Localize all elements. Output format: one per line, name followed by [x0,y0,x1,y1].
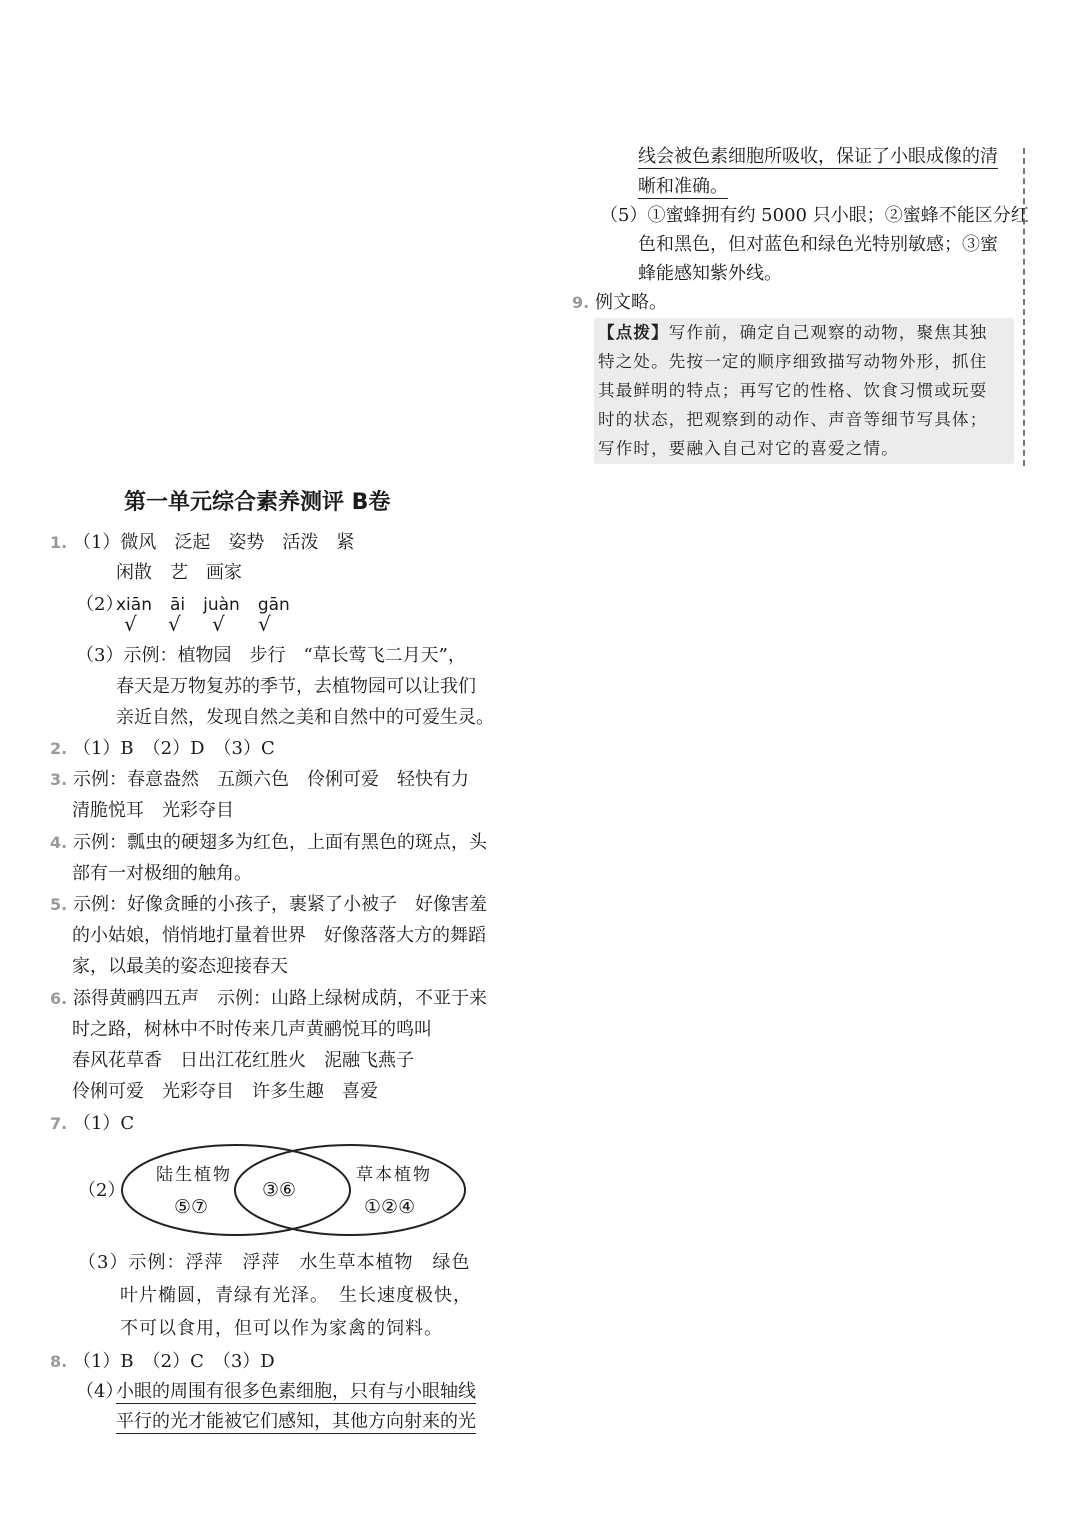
answer-8-5-line-3: 蜂能感知紫外线。 [638,263,782,284]
answer-7-part-1: 7. （1）C [50,1113,135,1134]
answer-8-part-4-line-2: 平行的光才能被它们感知，其他方向射来的光 [116,1411,476,1432]
tip-box [594,318,1014,464]
tip-label: 【点拨】 [598,323,669,342]
pinyin-3: juàn [203,595,240,615]
tip-line-1: 【点拨】写作前，确定自己观察的动物，聚焦其独 [598,323,988,342]
check-mark-2: √ [168,612,181,636]
tip-line-3: 其最鲜明的特点；再写它的性格、饮食习惯或玩耍 [598,381,988,400]
answer-8-5-line-1: （5）①蜜蜂拥有约 5000 只小眼；②蜜蜂不能区分红 [600,205,1029,226]
pinyin-2: āi [169,595,186,615]
venn-overlap-items: ③⑥ [262,1179,297,1201]
answer-2: 2. （1）B （2）D （3）C [50,738,275,759]
answer-continuation-line-1: 线会被色素细胞所吸收，保证了小眼成像的清 [638,146,998,167]
check-mark-3: √ [212,612,225,636]
answer-1-part-3-line-3: 亲近自然，发现自然之美和自然中的可爱生灵。 [116,707,494,728]
answer-6-line-1: 6. 添得黄鹂四五声 示例：山路上绿树成荫，不亚于来 [50,988,487,1009]
check-mark-4: √ [258,612,271,636]
pinyin-4: gān [257,595,290,615]
answer-5-line-2: 的小姑娘，悄悄地打量着世界 好像落落大方的舞蹈 [72,925,486,946]
answer-4-line-2: 部有一对极细的触角。 [72,863,252,884]
answer-1-part-3-line-2: 春天是万物复苏的季节，去植物园可以让我们 [116,676,476,697]
venn-left-items: ⑤⑦ [174,1196,209,1218]
answer-1-part-1: 1. （1）微风 泛起 姿势 活泼 紧 [50,532,355,553]
answer-9: 9. 例文略。 [572,292,667,313]
answer-8-part-4-label: （4） [76,1381,124,1402]
answer-1-part-1-cont: 闲散 艺 画家 [116,562,242,583]
answer-4-line-1: 4. 示例：瓢虫的硬翅多为红色，上面有黑色的斑点，头 [50,832,487,853]
answer-7-part-3-line-2: 叶片椭圆，青绿有光泽。 生长速度极快， [120,1285,472,1306]
check-mark-1: √ [124,612,137,636]
answer-8-part-1: 8. （1）B （2）C （3）D [50,1351,275,1372]
column-divider-dashed [1023,148,1025,466]
tip-line-5: 写作时，要融入自己对它的喜爱之情。 [598,439,899,458]
page-title: 第一单元综合素养测评 B卷 [124,490,391,515]
answer-5-line-1: 5. 示例：好像贪睡的小孩子，裹紧了小被子 好像害羞 [50,894,487,915]
answer-continuation-line-2: 晰和准确。 [638,176,728,197]
answer-3-line-1: 3. 示例：春意盎然 五颜六色 伶俐可爱 轻快有力 [50,769,469,790]
answer-6-line-3: 春风花草香 日出江花红胜火 泥融飞燕子 [72,1050,414,1071]
answer-3-line-2: 清脆悦耳 光彩夺目 [72,800,234,821]
pinyin-1: xiān [116,595,152,615]
answer-7-part-3-line-3: 不可以食用，但可以作为家禽的饲料。 [120,1318,443,1339]
answer-1-part-3-line-1: （3）示例：植物园 步行 “草长莺飞二月天”， [76,645,466,666]
answer-7-part-3-line-1: （3）示例：浮萍 浮萍 水生草本植物 绿色 [78,1252,471,1273]
tip-line-2: 特之处。先按一定的顺序细致描写动物外形，抓住 [598,352,988,371]
answer-1-part-2-label: （2） [76,594,124,615]
answer-8-5-line-2: 色和黑色，但对蓝色和绿色光特别敏感；③蜜 [638,234,998,255]
tip-line-4: 时的状态，把观察到的动作、声音等细节写具体； [598,410,988,429]
answer-6-line-4: 伶俐可爱 光彩夺目 许多生趣 喜爱 [72,1081,378,1102]
venn-right-title: 草本植物 [356,1165,432,1185]
answer-7-part-2-label: （2） [78,1180,126,1201]
answer-5-line-3: 家，以最美的姿态迎接春天 [72,956,288,977]
venn-left-title: 陆生植物 [156,1165,232,1185]
answer-6-line-2: 时之路，树林中不时传来几声黄鹂悦耳的鸣叫 [72,1019,432,1040]
answer-8-part-4-line-1: 小眼的周围有很多色素细胞，只有与小眼轴线 [116,1381,476,1402]
venn-right-items: ①②④ [364,1196,416,1218]
